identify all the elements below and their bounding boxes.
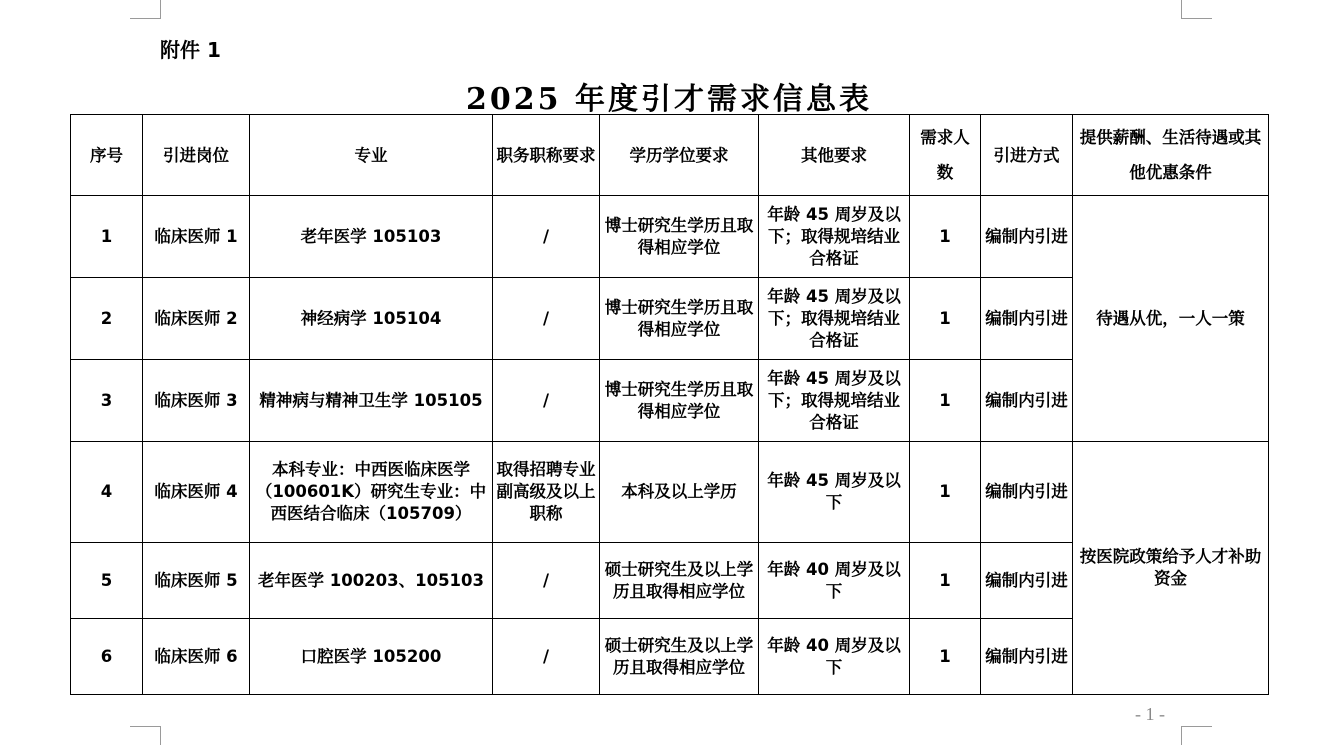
document-title: 2025 年度引才需求信息表 [466, 82, 872, 117]
cell-method: 编制内引进 [981, 360, 1073, 442]
cell-major: 老年医学 105103 [250, 196, 493, 278]
header-position: 引进岗位 [143, 115, 250, 196]
cell-method: 编制内引进 [981, 196, 1073, 278]
cell-seq: 3 [71, 360, 143, 442]
table-header-row [71, 115, 1269, 196]
cell-major: 神经病学 105104 [250, 278, 493, 360]
header-edu: 学历学位要求 [600, 115, 759, 196]
cell-method: 编制内引进 [981, 543, 1073, 619]
table-row [71, 442, 1269, 543]
cell-position: 临床医师 3 [143, 360, 250, 442]
table-row [71, 196, 1269, 278]
header-seq: 序号 [71, 115, 143, 196]
cell-benefits-group2: 按医院政策给予人才补助资金 [1073, 442, 1269, 695]
cell-edu: 硕士研究生及以上学历且取得相应学位 [600, 543, 759, 619]
cell-seq: 4 [71, 442, 143, 543]
cell-seq: 6 [71, 619, 143, 695]
cell-method: 编制内引进 [981, 619, 1073, 695]
header-count: 需求人数 [910, 115, 981, 196]
cell-edu: 博士研究生学历且取得相应学位 [600, 278, 759, 360]
crop-mark-top-right [1181, 0, 1212, 19]
header-method: 引进方式 [981, 115, 1073, 196]
cell-edu: 博士研究生学历且取得相应学位 [600, 360, 759, 442]
cell-other: 年龄 40 周岁及以下 [759, 619, 910, 695]
cell-position: 临床医师 5 [143, 543, 250, 619]
cell-other: 年龄 45 周岁及以下；取得规培结业合格证 [759, 196, 910, 278]
cell-title-req: / [493, 360, 600, 442]
cell-title-req: / [493, 278, 600, 360]
cell-count: 1 [910, 196, 981, 278]
cell-count: 1 [910, 619, 981, 695]
cell-position: 临床医师 4 [143, 442, 250, 543]
crop-mark-bottom-left [130, 726, 161, 745]
attachment-label: 附件 1 [160, 38, 221, 62]
cell-method: 编制内引进 [981, 442, 1073, 543]
cell-seq: 2 [71, 278, 143, 360]
cell-title-req: / [493, 543, 600, 619]
cell-other: 年龄 40 周岁及以下 [759, 543, 910, 619]
cell-position: 临床医师 1 [143, 196, 250, 278]
crop-mark-top-left [130, 0, 161, 19]
cell-major: 口腔医学 105200 [250, 619, 493, 695]
cell-major: 精神病与精神卫生学 105105 [250, 360, 493, 442]
cell-count: 1 [910, 360, 981, 442]
page-number: - 1 - [1135, 704, 1165, 724]
cell-count: 1 [910, 543, 981, 619]
cell-seq: 1 [71, 196, 143, 278]
header-title-req: 职务职称要求 [493, 115, 600, 196]
header-other: 其他要求 [759, 115, 910, 196]
crop-mark-bottom-right [1181, 726, 1212, 745]
header-benefits: 提供薪酬、生活待遇或其他优惠条件 [1073, 115, 1269, 196]
cell-position: 临床医师 6 [143, 619, 250, 695]
cell-major: 本科专业：中西医临床医学（100601K）研究生专业：中西医结合临床（105709） [250, 442, 493, 543]
cell-edu: 本科及以上学历 [600, 442, 759, 543]
cell-edu: 硕士研究生及以上学历且取得相应学位 [600, 619, 759, 695]
cell-count: 1 [910, 278, 981, 360]
cell-position: 临床医师 2 [143, 278, 250, 360]
cell-edu: 博士研究生学历且取得相应学位 [600, 196, 759, 278]
cell-other: 年龄 45 周岁及以下；取得规培结业合格证 [759, 360, 910, 442]
cell-count: 1 [910, 442, 981, 543]
cell-major: 老年医学 100203、105103 [250, 543, 493, 619]
cell-title-req: / [493, 619, 600, 695]
cell-title-req: 取得招聘专业副高级及以上职称 [493, 442, 600, 543]
cell-seq: 5 [71, 543, 143, 619]
recruitment-table [70, 114, 1269, 695]
cell-other: 年龄 45 周岁及以下；取得规培结业合格证 [759, 278, 910, 360]
header-major: 专业 [250, 115, 493, 196]
cell-method: 编制内引进 [981, 278, 1073, 360]
cell-benefits-group1: 待遇从优，一人一策 [1073, 196, 1269, 442]
cell-title-req: / [493, 196, 600, 278]
cell-other: 年龄 45 周岁及以下 [759, 442, 910, 543]
